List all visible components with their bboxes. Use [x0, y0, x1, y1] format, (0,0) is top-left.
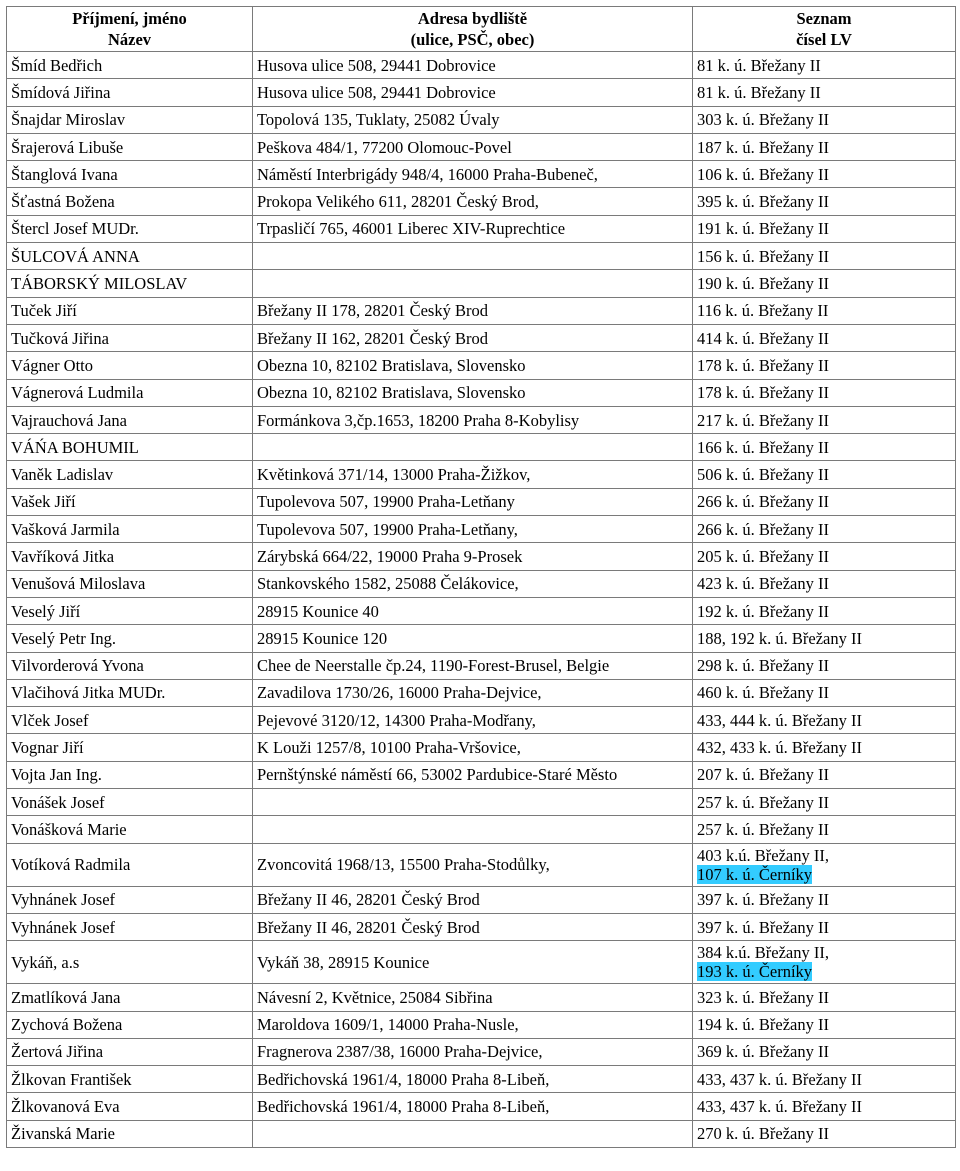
lv-numbers [693, 1120, 956, 1147]
table-row [7, 488, 956, 515]
owner-name: Vlačihová Jitka MUDr. [7, 679, 253, 706]
lv-primary: 205 k. ú. Břežany II [697, 546, 829, 566]
lv-primary: 188, 192 k. ú. Břežany II [697, 628, 862, 648]
lv-secondary-highlight: 193 k. ú. Černíky [697, 962, 813, 982]
lv-numbers [693, 215, 956, 242]
owner-address: Zárybská 664/22, 19000 Praha 9-Prosek [253, 543, 693, 570]
owner-address: Pernštýnské náměstí 66, 53002 Pardubice-Staré Město [253, 761, 693, 788]
owner-address: Květinková 371/14, 13000 Praha-Žižkov, [253, 461, 693, 488]
lv-numbers [693, 1011, 956, 1038]
lv-numbers [693, 1066, 956, 1093]
lv-numbers [693, 324, 956, 351]
header-row [7, 7, 956, 52]
table-row [7, 188, 956, 215]
table-row [7, 133, 956, 160]
table-row [7, 1038, 956, 1065]
table-row [7, 243, 956, 270]
owner-name: Vaněk Ladislav [7, 461, 253, 488]
owner-address: Vykáň 38, 28915 Kounice [253, 941, 693, 984]
owner-address [253, 243, 693, 270]
owner-name: Žertová Jiřina [7, 1038, 253, 1065]
lv-primary: 266 k. ú. Břežany II [697, 519, 829, 539]
table-row [7, 789, 956, 816]
lv-numbers [693, 379, 956, 406]
owner-name: Zychová Božena [7, 1011, 253, 1038]
lv-numbers [693, 679, 956, 706]
owner-address: Bedřichovská 1961/4, 18000 Praha 8-Libeň, [253, 1066, 693, 1093]
owner-name: Veselý Petr Ing. [7, 625, 253, 652]
table-row [7, 886, 956, 913]
table-row [7, 761, 956, 788]
table-body [7, 52, 956, 1148]
owner-address: Trpasličí 765, 46001 Liberec XIV-Ruprechtice [253, 215, 693, 242]
lv-primary: 178 k. ú. Břežany II [697, 383, 829, 403]
owner-name: Vágnerová Ludmila [7, 379, 253, 406]
owner-address: Břežany II 46, 28201 Český Brod [253, 886, 693, 913]
owner-address: Maroldova 1609/1, 14000 Praha-Nusle, [253, 1011, 693, 1038]
table-row [7, 1066, 956, 1093]
lv-numbers [693, 652, 956, 679]
lv-numbers [693, 913, 956, 940]
lv-primary: 192 k. ú. Břežany II [697, 601, 829, 621]
owner-name: Veselý Jiří [7, 597, 253, 624]
lv-primary: 403 k.ú. Břežany II, [697, 845, 829, 865]
table-row [7, 215, 956, 242]
owner-name: Vágner Otto [7, 352, 253, 379]
owner-name: TÁBORSKÝ MILOSLAV [7, 270, 253, 297]
owner-name: ŠULCOVÁ ANNA [7, 243, 253, 270]
owner-name: Štanglová Ivana [7, 161, 253, 188]
owner-name: Vavříková Jitka [7, 543, 253, 570]
lv-primary: 191 k. ú. Břežany II [697, 219, 829, 239]
lv-primary: 298 k. ú. Břežany II [697, 656, 829, 676]
owners-table [6, 6, 956, 1148]
lv-numbers [693, 1038, 956, 1065]
lv-primary: 106 k. ú. Břežany II [697, 164, 829, 184]
owner-name: Vašek Jiří [7, 488, 253, 515]
table-row [7, 941, 956, 984]
owner-name: Vykáň, a.s [7, 941, 253, 984]
owner-name: Vonášková Marie [7, 816, 253, 843]
lv-primary: 397 k. ú. Břežany II [697, 890, 829, 910]
lv-primary: 433, 437 k. ú. Břežany II [697, 1097, 862, 1117]
owner-address [253, 1120, 693, 1147]
lv-numbers [693, 843, 956, 886]
lv-primary: 217 k. ú. Břežany II [697, 410, 829, 430]
lv-numbers [693, 270, 956, 297]
table-row [7, 843, 956, 886]
lv-primary: 433, 437 k. ú. Břežany II [697, 1069, 862, 1089]
owner-name: Štercl Josef MUDr. [7, 215, 253, 242]
lv-numbers [693, 52, 956, 79]
lv-primary: 266 k. ú. Břežany II [697, 492, 829, 512]
lv-primary: 207 k. ú. Břežany II [697, 765, 829, 785]
lv-primary: 395 k. ú. Břežany II [697, 192, 829, 212]
lv-primary: 190 k. ú. Břežany II [697, 274, 829, 294]
lv-numbers [693, 352, 956, 379]
header-name: Příjmení, jméno Název [7, 7, 253, 52]
table-row [7, 652, 956, 679]
table-row [7, 816, 956, 843]
owner-name: Vognar Jiří [7, 734, 253, 761]
owner-name: Žlkovanová Eva [7, 1093, 253, 1120]
owner-name: Žlkovan František [7, 1066, 253, 1093]
lv-numbers [693, 984, 956, 1011]
table-row [7, 379, 956, 406]
owner-address: Topolová 135, Tuklaty, 25082 Úvaly [253, 106, 693, 133]
lv-numbers [693, 461, 956, 488]
lv-primary: 81 k. ú. Břežany II [697, 82, 821, 102]
owner-address: Tupolevova 507, 19900 Praha-Letňany, [253, 516, 693, 543]
lv-primary: 433, 444 k. ú. Břežany II [697, 710, 862, 730]
owner-name: Tučková Jiřina [7, 324, 253, 351]
lv-numbers [693, 625, 956, 652]
table-row [7, 79, 956, 106]
table-row [7, 597, 956, 624]
owner-address: Bedřichovská 1961/4, 18000 Praha 8-Libeň, [253, 1093, 693, 1120]
table-row [7, 516, 956, 543]
table-row [7, 625, 956, 652]
table-row [7, 324, 956, 351]
owner-name: Šnajdar Miroslav [7, 106, 253, 133]
lv-primary: 303 k. ú. Břežany II [697, 110, 829, 130]
owner-name: Šmíd Bedřich [7, 52, 253, 79]
lv-primary: 81 k. ú. Břežany II [697, 55, 821, 75]
lv-primary: 257 k. ú. Břežany II [697, 792, 829, 812]
table-row [7, 270, 956, 297]
lv-primary: 432, 433 k. ú. Břežany II [697, 738, 862, 758]
lv-primary: 166 k. ú. Břežany II [697, 437, 829, 457]
owner-name: Šmídová Jiřina [7, 79, 253, 106]
owner-name: Živanská Marie [7, 1120, 253, 1147]
lv-primary: 257 k. ú. Břežany II [697, 819, 829, 839]
lv-numbers [693, 543, 956, 570]
table-row [7, 679, 956, 706]
owner-name: VÁŃA BOHUMIL [7, 434, 253, 461]
lv-numbers [693, 133, 956, 160]
lv-numbers [693, 816, 956, 843]
owner-name: Vyhnánek Josef [7, 913, 253, 940]
owner-address [253, 789, 693, 816]
owner-name: Vašková Jarmila [7, 516, 253, 543]
owner-address: Obezna 10, 82102 Bratislava, Slovensko [253, 352, 693, 379]
lv-primary: 178 k. ú. Břežany II [697, 355, 829, 375]
lv-primary: 270 k. ú. Břežany II [697, 1124, 829, 1144]
lv-numbers [693, 434, 956, 461]
lv-primary: 194 k. ú. Břežany II [697, 1015, 829, 1035]
owner-name: Vyhnánek Josef [7, 886, 253, 913]
table-row [7, 106, 956, 133]
table-row [7, 434, 956, 461]
owner-name: Vlček Josef [7, 707, 253, 734]
owner-address: Pejevové 3120/12, 14300 Praha-Modřany, [253, 707, 693, 734]
lv-numbers [693, 516, 956, 543]
owner-address [253, 270, 693, 297]
lv-numbers [693, 243, 956, 270]
table-row [7, 52, 956, 79]
lv-numbers [693, 597, 956, 624]
lv-numbers [693, 734, 956, 761]
table-row [7, 984, 956, 1011]
owner-name: Tuček Jiří [7, 297, 253, 324]
table-row [7, 913, 956, 940]
table-row [7, 1011, 956, 1038]
lv-numbers [693, 188, 956, 215]
lv-primary: 323 k. ú. Břežany II [697, 987, 829, 1007]
owner-address [253, 434, 693, 461]
owner-name: Vilvorderová Yvona [7, 652, 253, 679]
table-row [7, 570, 956, 597]
owner-address: Stankovského 1582, 25088 Čelákovice, [253, 570, 693, 597]
table-row [7, 707, 956, 734]
table-row [7, 543, 956, 570]
lv-primary: 156 k. ú. Břežany II [697, 246, 829, 266]
table-row [7, 297, 956, 324]
lv-numbers [693, 106, 956, 133]
owner-address: Břežany II 162, 28201 Český Brod [253, 324, 693, 351]
lv-numbers [693, 1093, 956, 1120]
lv-numbers [693, 886, 956, 913]
lv-primary: 384 k.ú. Břežany II, [697, 943, 829, 963]
table-row [7, 406, 956, 433]
lv-primary: 397 k. ú. Břežany II [697, 917, 829, 937]
owner-name: Vajrauchová Jana [7, 406, 253, 433]
owner-address: Obezna 10, 82102 Bratislava, Slovensko [253, 379, 693, 406]
owner-address: Náměstí Interbrigády 948/4, 16000 Praha-Bubeneč, [253, 161, 693, 188]
owner-address: K Louži 1257/8, 10100 Praha-Vršovice, [253, 734, 693, 761]
owner-address: Husova ulice 508, 29441 Dobrovice [253, 79, 693, 106]
owner-name: Vonášek Josef [7, 789, 253, 816]
table-row [7, 1093, 956, 1120]
lv-numbers [693, 761, 956, 788]
owner-address: Peškova 484/1, 77200 Olomouc-Povel [253, 133, 693, 160]
owner-address [253, 816, 693, 843]
owner-address: Chee de Neerstalle čp.24, 1190-Forest-Brusel, Belgie [253, 652, 693, 679]
table-row [7, 734, 956, 761]
lv-numbers [693, 297, 956, 324]
lv-numbers [693, 570, 956, 597]
owner-name: Šrajerová Libuše [7, 133, 253, 160]
lv-primary: 423 k. ú. Břežany II [697, 574, 829, 594]
lv-numbers [693, 941, 956, 984]
lv-numbers [693, 79, 956, 106]
table-row [7, 461, 956, 488]
owner-address: Návesní 2, Květnice, 25084 Sibřina [253, 984, 693, 1011]
table-row [7, 352, 956, 379]
owner-name: Venušová Miloslava [7, 570, 253, 597]
lv-secondary-highlight: 107 k. ú. Černíky [697, 864, 813, 884]
lv-numbers [693, 707, 956, 734]
owner-address: Husova ulice 508, 29441 Dobrovice [253, 52, 693, 79]
lv-primary: 369 k. ú. Břežany II [697, 1042, 829, 1062]
lv-numbers [693, 488, 956, 515]
table-row [7, 161, 956, 188]
owner-address: Fragnerova 2387/38, 16000 Praha-Dejvice, [253, 1038, 693, 1065]
header-lv: Seznam čísel LV [693, 7, 956, 52]
lv-primary: 414 k. ú. Břežany II [697, 328, 829, 348]
lv-primary: 187 k. ú. Břežany II [697, 137, 829, 157]
owner-address: Prokopa Velikého 611, 28201 Český Brod, [253, 188, 693, 215]
header-address: Adresa bydliště (ulice, PSČ, obec) [253, 7, 693, 52]
owner-address: 28915 Kounice 40 [253, 597, 693, 624]
lv-numbers [693, 789, 956, 816]
owner-address: Zavadilova 1730/26, 16000 Praha-Dejvice, [253, 679, 693, 706]
owner-name: Zmatlíková Jana [7, 984, 253, 1011]
lv-primary: 116 k. ú. Břežany II [697, 301, 829, 321]
owner-name: Votíková Radmila [7, 843, 253, 886]
lv-numbers [693, 161, 956, 188]
owner-name: Šťastná Božena [7, 188, 253, 215]
owner-address: Tupolevova 507, 19900 Praha-Letňany [253, 488, 693, 515]
lv-primary: 506 k. ú. Břežany II [697, 465, 829, 485]
owner-name: Vojta Jan Ing. [7, 761, 253, 788]
owner-address: Formánkova 3,čp.1653, 18200 Praha 8-Kobylisy [253, 406, 693, 433]
owner-address: Břežany II 178, 28201 Český Brod [253, 297, 693, 324]
lv-primary: 460 k. ú. Břežany II [697, 683, 829, 703]
owner-address: 28915 Kounice 120 [253, 625, 693, 652]
owner-address: Břežany II 46, 28201 Český Brod [253, 913, 693, 940]
owner-address: Zvoncovitá 1968/13, 15500 Praha-Stodůlky, [253, 843, 693, 886]
lv-numbers [693, 406, 956, 433]
table-row [7, 1120, 956, 1147]
